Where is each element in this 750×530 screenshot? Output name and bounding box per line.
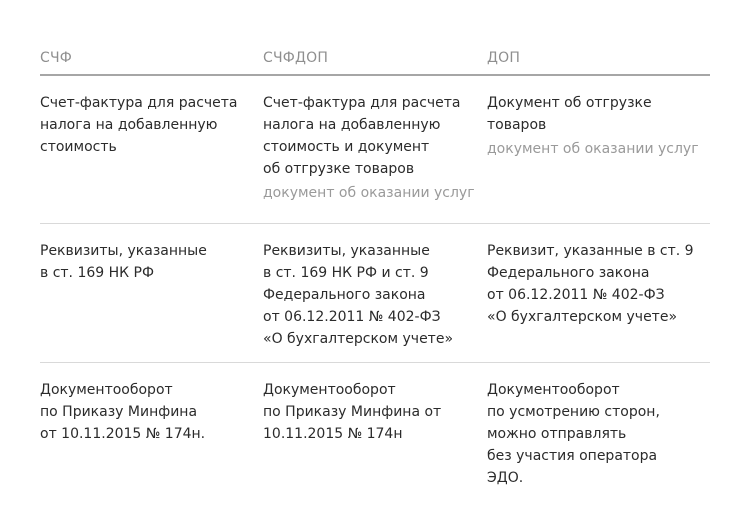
header-schfdop: СЧФДОП <box>263 50 329 66</box>
cell-line: стоимость и документ <box>263 139 430 155</box>
cell-line: можно отправлять <box>487 426 627 442</box>
table-row-workflow <box>40 363 710 503</box>
table-header <box>40 0 710 76</box>
cell-line: по Приказу Минфина <box>40 404 198 420</box>
cell-line: Документооборот <box>40 382 173 398</box>
cell-line: Реквизит, указанные в ст. 9 <box>487 243 694 259</box>
cell-line: налога на добавленную <box>40 117 218 133</box>
cell-schfdop-purpose <box>263 76 487 223</box>
cell-line: в ст. 169 НК РФ и ст. 9 <box>263 265 429 281</box>
header-dop: ДОП <box>487 50 521 66</box>
cell-line: в ст. 169 НК РФ <box>40 265 155 281</box>
cell-schf-requisites <box>40 224 263 362</box>
cell-line: товаров <box>487 117 547 133</box>
cell-schfdop-requisites <box>263 224 487 362</box>
cell-line: об отгрузке товаров <box>263 161 415 177</box>
cell-note: документ об оказании услуг <box>487 141 699 157</box>
table-row-requisites <box>40 224 710 363</box>
cell-note: документ об оказании услуг <box>263 185 475 201</box>
cell-line: Реквизиты, указанные <box>263 243 430 259</box>
cell-line: «О бухгалтерском учете» <box>487 309 678 325</box>
cell-line: Документооборот <box>487 382 620 398</box>
cell-line: Счет-фактура для расчета <box>263 95 461 111</box>
cell-line: Документооборот <box>263 382 396 398</box>
cell-line: без участия оператора <box>487 448 658 464</box>
cell-dop-workflow <box>487 363 710 503</box>
cell-line: по усмотрению сторон, <box>487 404 660 420</box>
cell-line: ЭДО. <box>487 470 524 486</box>
cell-schf-workflow <box>40 363 263 503</box>
table-row-purpose <box>40 76 710 224</box>
cell-line: Реквизиты, указанные <box>40 243 207 259</box>
cell-dop-purpose <box>487 76 710 223</box>
cell-line: от 06.12.2011 № 402-ФЗ <box>263 309 441 325</box>
cell-line: Федерального закона <box>263 287 426 303</box>
header-schf: СЧФ <box>40 50 73 66</box>
cell-line: Федерального закона <box>487 265 650 281</box>
cell-line: от 10.11.2015 № 174н. <box>40 426 206 442</box>
cell-schfdop-workflow <box>263 363 487 503</box>
cell-line: от 06.12.2011 № 402-ФЗ <box>487 287 665 303</box>
cell-dop-requisites <box>487 224 710 362</box>
cell-schf-purpose <box>40 76 263 223</box>
cell-line: «О бухгалтерском учете» <box>263 331 454 347</box>
cell-line: налога на добавленную <box>263 117 441 133</box>
cell-line: Документ об отгрузке <box>487 95 652 111</box>
cell-line: 10.11.2015 № 174н <box>263 426 403 442</box>
comparison-table <box>40 0 710 503</box>
cell-line: по Приказу Минфина от <box>263 404 442 420</box>
cell-line: стоимость <box>40 139 117 155</box>
cell-line: Счет-фактура для расчета <box>40 95 238 111</box>
